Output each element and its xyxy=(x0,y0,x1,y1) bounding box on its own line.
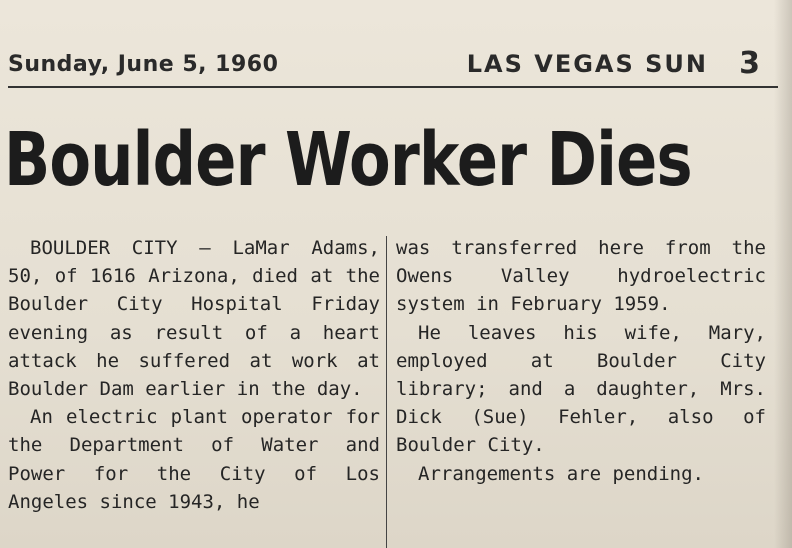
article-column-right xyxy=(396,234,766,488)
page-number: 3 xyxy=(739,46,760,81)
newspaper-name: LAS VEGAS SUN xyxy=(466,50,708,78)
paragraph: was transferred here from the Owens Valley hydroelectric system in February 1959. xyxy=(396,237,766,316)
issue-date: Sunday, June 5, 1960 xyxy=(8,52,279,77)
headline: Boulder Worker Dies xyxy=(4,117,692,203)
article-column-left xyxy=(8,234,380,516)
paragraph: An electric plant operator for the Department of Water and Power for the City of Los Angeles since 1943, he xyxy=(8,406,380,513)
paragraph: He leaves his wife, Mary, employed at Boulder City library; and a daughter, Mrs. Dick (Sue) Fehler, also of Boulder City. xyxy=(396,321,766,457)
paragraph: BOULDER CITY — LaMar Adams, 50, of 1616 Arizona, died at the Boulder City Hospital Friday evening as result of a heart attack he suffered at work at Boulder Dam earlier in the day. xyxy=(8,237,380,401)
dateline xyxy=(8,46,778,88)
page-edge-shadow xyxy=(774,0,792,548)
paragraph: Arrangements are pending. xyxy=(418,462,704,485)
column-divider xyxy=(386,236,387,548)
